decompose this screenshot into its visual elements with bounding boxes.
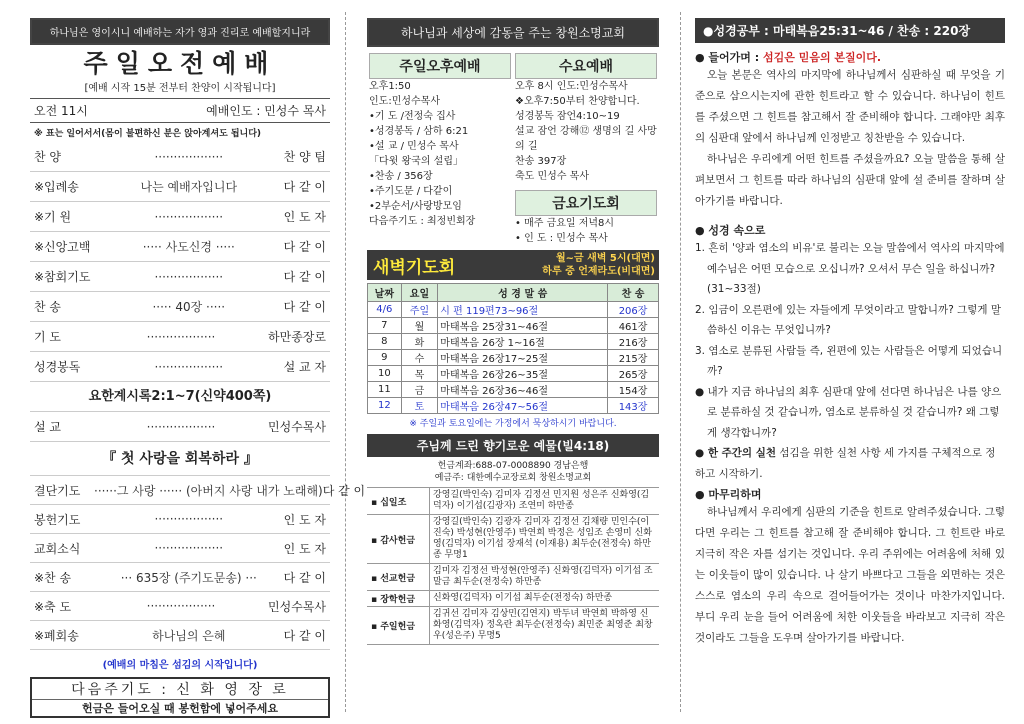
order-label: ※폐회송 [34, 628, 79, 643]
into-scripture-heading: ● 성경 속으로 [695, 224, 766, 237]
weekly-schedule-column [367, 18, 659, 712]
table-cell: 월 [401, 318, 438, 334]
table-cell: 마태복음 25장31~46절 [438, 318, 608, 334]
intro-label: ● 들어가며 : [695, 51, 760, 64]
offering-type: ▪ 십일조 [371, 497, 407, 508]
next-prayer: 다음주기도 : 신 화 영 장 로 [32, 679, 328, 700]
table-cell: 265장 [608, 366, 659, 382]
order-person: 다 같 이 [283, 240, 326, 254]
service-line: 설교 잠언 강해⑫ 생명의 길 사망의 길 [515, 126, 657, 152]
order-row [30, 534, 330, 563]
service-line: 오후1:50 [369, 81, 411, 92]
order-person: 다 같 이 [283, 180, 326, 194]
middle-header: 하나님과 세상에 감동을 주는 창원소명교회 [367, 18, 659, 47]
order-label: ※축 도 [34, 599, 72, 614]
afternoon-service [367, 53, 513, 246]
practice-section [695, 443, 1005, 484]
order-list [30, 142, 330, 382]
offering-type: ▪ 주일헌금 [371, 622, 416, 632]
order-middle: ·················· [154, 512, 224, 526]
table-row [368, 366, 659, 382]
order-label: 성경봉독 [34, 360, 81, 374]
order-person: 인 도 자 [283, 512, 326, 527]
intro-theme: 섬김은 믿음의 본질이다. [763, 51, 882, 64]
study-header: ●성경공부 : 마태복음25:31~46 / 찬송 : 220장 [695, 18, 1005, 43]
intro-paragraph-2: 하나님은 우리에게 어떤 힌트를 주셨을까요? 오늘 말씀을 통해 살펴보면서 그 힌트를 따라 하나님의 심판대 앞에 설 준비를 잘하며 살아가기를 바랍니다. [695, 153, 1005, 207]
service-leader: 예배인도 : 민성수 목사 [206, 104, 326, 118]
order-label: ※입례송 [34, 180, 79, 194]
order-list-2 [30, 476, 366, 650]
offering-row [367, 563, 659, 590]
order-middle: ·················· [146, 599, 216, 613]
order-row [30, 322, 330, 352]
account-holder: 예금주: 대한예수교장로회 창원소명교회 [434, 473, 592, 483]
order-label: 기 도 [34, 330, 61, 344]
order-middle: ·················· [154, 541, 224, 555]
order-person: 다 같 이 [283, 270, 326, 284]
practice-text: 섬김을 위한 실천 사항 세 가지를 구체적으로 정하고 시작하기. [695, 447, 996, 480]
order-person: 하만종장로 [268, 330, 326, 344]
order-middle: ·················· [146, 329, 216, 344]
order-person: 설 교 자 [283, 360, 326, 374]
question-3: 3. 염소로 분류된 사람들 즉, 왼편에 있는 사람들은 어떻게 되었습니까? [695, 344, 1003, 377]
order-middle: ·················· [154, 149, 224, 164]
question-1: 1. 흔히 '양과 염소의 비유'로 불리는 오늘 말씀에서 역사의 마지막에 예수님은 어떤 모습으로 오십니까? 오셔서 무슨 일을 하십니까? (31~33절) [695, 242, 1005, 295]
table-row [368, 318, 659, 334]
table-cell: 215장 [608, 350, 659, 366]
order-person: 다 같 이 [283, 628, 326, 643]
divider-left [345, 12, 346, 712]
service-line: •찬송 / 356장 [369, 171, 433, 182]
offering-row [367, 606, 659, 644]
offering-row [367, 590, 659, 606]
order-label: ※기 원 [34, 210, 72, 224]
table-row [368, 350, 659, 366]
order-middle: ·················· [146, 419, 216, 434]
afternoon-lines [369, 79, 511, 229]
table-cell: 금 [401, 382, 438, 398]
order-person: 인 도 자 [283, 541, 326, 556]
service-line: •성경봉독 / 삼하 6:21 [369, 126, 469, 137]
table-cell: 8 [368, 334, 402, 350]
service-info [30, 98, 330, 123]
order-person: 찬 양 팀 [283, 150, 326, 164]
service-line: •주기도문 / 다같이 [369, 186, 453, 197]
order-person: 다 같 이 [283, 570, 326, 585]
service-line: 축도 민성수 목사 [515, 171, 589, 182]
service-line: •기 도 /전정숙 집사 [369, 111, 456, 122]
service-line: 오후 8시 인도:민성수목사 [515, 81, 628, 92]
order-middle: ·················· [154, 269, 224, 284]
order-label: 봉헌기도 [34, 512, 81, 527]
intro-heading [695, 49, 1005, 65]
service-line: 인도:민성수목사 [369, 96, 440, 107]
divider-right [680, 12, 681, 712]
dawn-times [538, 250, 659, 280]
order-person: 민성수목사 [268, 420, 326, 434]
wednesday-lines [515, 79, 657, 184]
offering-row [367, 487, 659, 514]
order-row [30, 563, 330, 592]
service-line: • 인 도 : 민성수 목사 [515, 233, 608, 244]
order-row [30, 505, 330, 534]
offering-title: 주님께 드린 향기로운 예물(빌4:18) [367, 434, 659, 457]
table-cell: 시 편 119편73~96절 [438, 302, 608, 318]
intro-paragraph-1: 오늘 본문은 역사의 마지막에 하나님께서 심판하실 때 무엇을 기준으로 삼으시는지에 관한 힌트라고 할 수 있습니다. 하나님이 힌트를 주셨으면 그 힌트를 참고해서 잘 준비해야 합니다. 그래야만 최후의 심판대 앞에서 하나님께 인정받고 칭찬받을 수 있습니다. [695, 69, 1005, 144]
order-label: ※신앙고백 [34, 240, 91, 254]
table-cell: 11 [368, 382, 402, 398]
account-number: 헌금계좌:688-07-0008890 경남은행 [437, 461, 589, 471]
account-info [367, 460, 659, 484]
order-person: 인 도 자 [283, 210, 326, 224]
order-middle: ····· 40장 ····· [152, 300, 226, 314]
table-cell: 10 [368, 366, 402, 382]
offering-names: 신화영(김덕자) 이기섭 최두순(전정숙) 하만종 [429, 591, 659, 606]
table-row [368, 382, 659, 398]
friday-lines [515, 216, 657, 246]
order-row [30, 476, 366, 505]
question-4: ● 내가 지금 하나님의 최후 심판대 앞에 선다면 하나님은 나를 양으로 분류하실 것 같습니까, 염소로 분류하실 것 같습니까? 왜 그렇게 생각합니까? [695, 385, 1002, 439]
order-middle: ··· 635장 (주기도문송) ··· [120, 570, 257, 585]
service-line: ❖오후7:50부터 찬양합니다. [515, 96, 640, 107]
table-cell: 토 [401, 398, 438, 414]
order-row [30, 142, 330, 172]
order-label: 교회소식 [34, 541, 81, 556]
offering-names: 강영길(박인숙) 김광자 김미자 김정선 김채량 민인수(이진숙) 박성현(안영주) 박연희 박정은 성임조 손영미 신화영(김덕자) 이기섭 장재석 (이재용) 최두순(전정숙) 하만종 무명1 [429, 515, 659, 563]
order-row [30, 202, 330, 232]
service-line: 다음주기도 : 최정빈회장 [369, 216, 476, 227]
standing-note: ※ 표는 일어서서(몸이 불편하신 분은 앉아계셔도 됩니다) [34, 129, 262, 139]
table-header-cell: 요일 [401, 284, 438, 302]
afternoon-title: 주일오후예배 [369, 53, 511, 79]
table-cell: 마태복음 26장26~35절 [438, 366, 608, 382]
table-cell: 4/6 [368, 302, 402, 318]
order-person: 민성수목사 [268, 599, 326, 614]
left-header: 하나님은 영이시니 예배하는 자가 영과 진리로 예배할지니라 [30, 18, 330, 45]
order-middle: ·················· [154, 209, 224, 224]
services-top [367, 53, 659, 246]
order-person: 다 같 이 [283, 300, 326, 314]
service-time: 오전 11시 [34, 104, 88, 118]
order-label: ※찬 송 [34, 570, 72, 585]
table-row [368, 302, 659, 318]
service-line: 「다윗 왕국의 설립」 [369, 156, 463, 167]
order-row [30, 592, 330, 621]
offering-type: ▪ 장학헌금 [371, 595, 416, 605]
table-cell: 주일 [401, 302, 438, 318]
friday-title: 금요기도회 [515, 190, 657, 216]
order-middle: ·················· [154, 359, 224, 374]
offering-row [367, 514, 659, 563]
table-cell: 마태복음 26장47~56절 [438, 398, 608, 414]
table-cell: 216장 [608, 334, 659, 350]
table-cell: 마태복음 26장36~46절 [438, 382, 608, 398]
table-header-cell: 성 경 말 씀 [438, 284, 608, 302]
order-label: 찬 양 [34, 150, 61, 164]
order-middle: ····· 사도신경 ····· [142, 240, 235, 254]
offering-names: 김미자 김정선 박성현(안영주) 신화영(김덕자) 이기섭 조말금 최두순(전정숙) 하만종 [429, 564, 659, 590]
order-row-sermon [30, 412, 330, 442]
closing-paragraph: 하나님께서 우리에게 심판의 기준을 힌트로 알려주셨습니다. 그렇다면 우리는 그 힌트를 참고해 잘 준비해야 합니다. 그 힌트란 바로 지극히 작은 자를 섬기는 것입니다. 우리 주위에는 어려움에 처해 있는 이웃들이 많이 있습니다. 나 살기 바쁘다고 그들을 외면하는 것은 스스로 염소의 우리 속으로 걸어들어가는 것이나 마찬가지입니다. 부디 우리 눈을 들어 어려움에 처한 이웃들을 바라보고 지극히 작은 것이라도 그들을 도우며 살아가기를 바랍니다. [695, 506, 1005, 644]
service-line: • 매주 금요일 저녁8시 [515, 218, 615, 229]
offering-note: 헌금은 들어오실 때 봉헌함에 넣어주세요 [82, 702, 278, 715]
order-label: 결단기도 [34, 483, 81, 498]
question-2: 2. 임금이 오른편에 있는 자들에게 무엇이라고 말합니까? 그렇게 말씀하신 이유는 무엇입니까? [695, 303, 1002, 336]
table-cell: 206장 [608, 302, 659, 318]
order-middle: ······그 사랑 ······ (아버지 사랑 내가 노래해) [94, 483, 323, 498]
table-cell: 143장 [608, 398, 659, 414]
table-cell: 화 [401, 334, 438, 350]
offering-names: 김귀선 김미자 김상민(김연지) 박두녀 박연희 박하영 신화영(김덕자) 정옥란 최두순(전정숙) 최민준 최영준 최창우(성은주) 무명5 [429, 607, 659, 644]
table-header-cell: 날짜 [368, 284, 402, 302]
start-note: [예배 시작 15분 전부터 찬양이 시작됩니다] [84, 83, 276, 94]
table-cell: 마태복음 26장17~25절 [438, 350, 608, 366]
table-header-cell: 찬 송 [608, 284, 659, 302]
order-person: 다 같 이 [322, 483, 366, 498]
table-cell: 461장 [608, 318, 659, 334]
dawn-title: 새벽기도회 [373, 257, 456, 278]
footer-box [30, 677, 330, 718]
order-row [30, 232, 330, 262]
dawn-prayer-banner [367, 250, 659, 280]
table-note: ※ 주일과 토요일에는 가정에서 묵상하시기 바랍니다. [409, 419, 617, 429]
table-cell: 마태복음 26장 1~16절 [438, 334, 608, 350]
order-middle: 나는 예배자입니다 [140, 180, 238, 194]
morning-service-column [30, 18, 366, 715]
dawn-line2: 하루 중 언제라도(비대면) [542, 266, 655, 277]
scripture-ref: 요한계시록2:1~7(신약400쪽) [30, 382, 330, 412]
closing-note: (예배의 마침은 섬김의 시작입니다) [102, 660, 258, 671]
table-row [368, 398, 659, 414]
wednesday-title: 수요예배 [515, 53, 657, 79]
offering-type: ▪ 감사헌금 [371, 535, 416, 546]
service-line: 성경봉독 잠언4:10~19 [515, 111, 620, 122]
table-header [368, 284, 659, 302]
table-cell: 9 [368, 350, 402, 366]
offering-list [367, 487, 659, 645]
order-row [30, 621, 330, 650]
sermon-title: 『 첫 사랑을 회복하라 』 [30, 442, 330, 476]
wednesday-service [513, 53, 659, 246]
practice-heading: ● 한 주간의 실천 [695, 447, 776, 459]
service-line: •설 교 / 민성수 목사 [369, 141, 459, 152]
order-row [30, 352, 330, 382]
dawn-line1: 월~금 새벽 5시(대면) [555, 253, 655, 264]
reading-table [367, 283, 659, 414]
order-row [30, 292, 330, 322]
order-middle: 하나님의 은혜 [152, 628, 226, 643]
closing-heading: ● 마무리하며 [695, 488, 762, 501]
table-row [368, 334, 659, 350]
service-line: 찬송 397장 [515, 156, 567, 167]
service-line: •2부순서/사랑방모임 [369, 201, 462, 212]
offering-type: ▪ 선교헌금 [371, 573, 416, 584]
bible-study-column [695, 18, 1005, 712]
order-label: ※참회기도 [34, 270, 91, 284]
order-label: 설 교 [34, 420, 61, 434]
table-cell: 12 [368, 398, 402, 414]
table-cell: 7 [368, 318, 402, 334]
page-title: 주일오전예배 [83, 49, 277, 78]
order-row [30, 262, 330, 292]
order-row [30, 172, 330, 202]
table-cell: 154장 [608, 382, 659, 398]
offering-names: 강영길(박인숙) 김미자 김정선 민지원 성은주 신화영(김덕자) 이기섭(김광자) 조연미 하만종 [429, 488, 659, 514]
table-cell: 수 [401, 350, 438, 366]
table-cell: 목 [401, 366, 438, 382]
order-label: 찬 송 [34, 300, 61, 314]
